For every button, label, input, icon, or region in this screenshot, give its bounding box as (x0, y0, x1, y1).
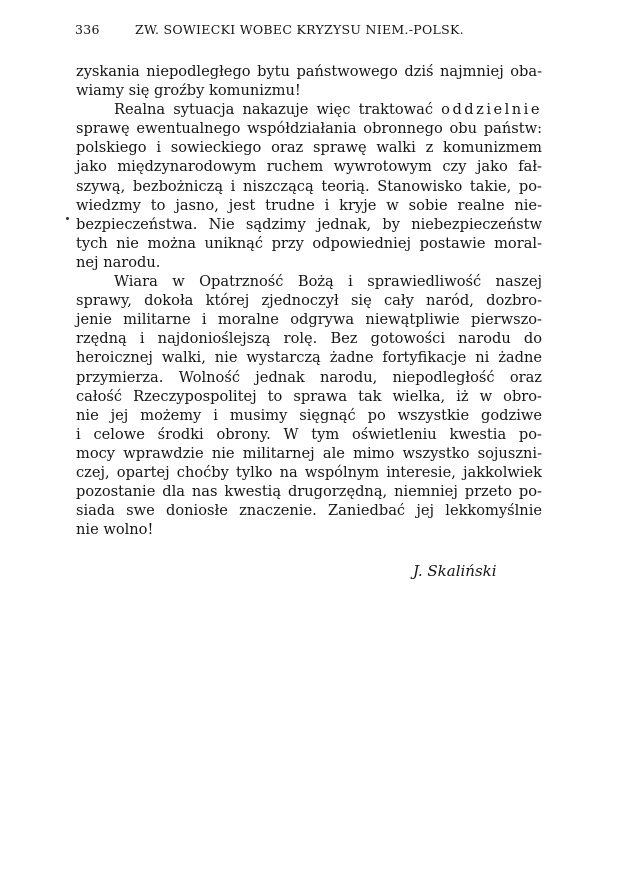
text-line: przymierza. Wolność jednak narodu, niepodległość oraz (76, 368, 542, 386)
text-line: bezpieczeństwa. Nie sądzimy jednak, by niebezpieczeństw (76, 215, 542, 233)
text-line: szywą, bezbożniczą i niszczącą teorią. Stanowisko takie, po- (76, 177, 542, 195)
line-prefix: Realna sytuacja nakazuje więc traktować (114, 101, 442, 119)
text-line: sprawy, dokoła której zjednoczył się cały naród, dozbro- (76, 292, 542, 310)
margin-dot (66, 217, 69, 220)
text-line: pozostanie dla nas kwestią drugorzędną, niemniej przeto po- (76, 483, 542, 501)
text-line: całość Rzeczypospolitej to sprawa tak wielka, iż w obro- (76, 387, 542, 405)
text-line: polskiego i sowieckiego oraz sprawę walki z komunizmem (76, 139, 542, 157)
text-line: Wiara w Opatrzność Bożą i sprawiedliwość naszej (114, 273, 542, 291)
text-line: sprawę ewentualnego współdziałania obronnego obu państw: (76, 120, 542, 138)
text-line: wiedzmy to jasno, jest trudne i kryje w sobie realne nie- (76, 196, 542, 214)
text-line: jako międzynarodowym ruchem wywrotowym czy jako fał- (76, 158, 542, 176)
text-line: nie jej możemy i musimy sięgnąć po wszystkie godziwe (76, 406, 542, 424)
text-line-spaced-emphasis (76, 100, 542, 119)
body-text (76, 62, 542, 539)
text-line: heroicznej walki, nie wystarczą żadne fortyfikacje ni żadne (76, 349, 542, 367)
running-title: ZW. SOWIECKI WOBEC KRYZYSU NIEM.-POLSK. (135, 22, 464, 37)
spaced-emphasis-word: oddzielnie (441, 101, 542, 119)
author-signature: J. Skaliński (413, 562, 497, 580)
text-line: rzędną i najdonioślejszą rolę. Bez gotowości narodu do (76, 330, 542, 348)
text-line: nej narodu. (76, 253, 161, 271)
text-line: zyskania niepodległego bytu państwowego dziś najmniej oba- (76, 63, 542, 80)
text-line: siada swe doniosłe znaczenie. Zaniedbać jej lekkomyślnie (76, 502, 542, 520)
text-line: tych nie można uniknąć przy odpowiedniej postawie moral- (76, 234, 542, 252)
text-line: nie wolno! (76, 521, 154, 539)
page-header (75, 22, 545, 40)
text-line: jenie militarne i moralne odgrywa niewątpliwie pierwszo- (76, 311, 542, 329)
text-line: czej, opartej choćby tylko na wspólnym interesie, jakkolwiek (76, 463, 542, 481)
text-line: i celowe środki obrony. W tym oświetleniu kwestia po- (76, 425, 542, 443)
page-number: 336 (75, 22, 100, 37)
text-line: mocy wprawdzie nie militarnej ale mimo wszystko sojuszni- (76, 444, 542, 462)
text-line: wiamy się groźby komunizmu! (76, 82, 301, 100)
